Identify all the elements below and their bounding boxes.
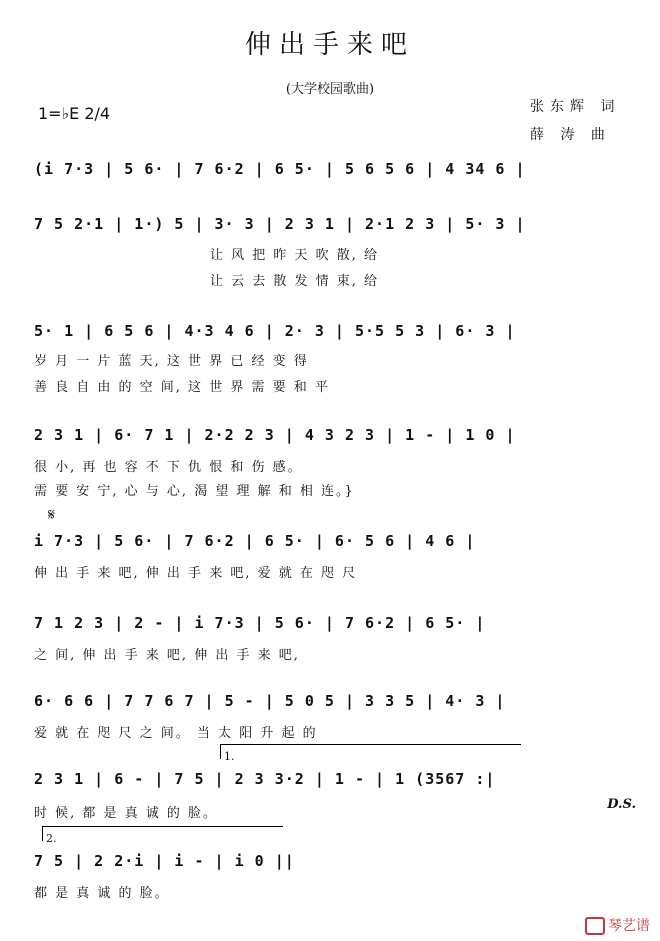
staff-line-7: 6· 6 6 | 7 7 6 7 | 5 - | 5 0 5 | 3 3 5 | 4· 3 | [34, 692, 506, 710]
volta-label-1: 1. [224, 750, 235, 763]
lyric-line-3: 岁 月 一 片 蓝 天, 这 世 界 已 经 变 得 [34, 354, 309, 369]
key-signature: 1=♭E 2/4 [38, 104, 111, 123]
watermark-logo [585, 915, 650, 935]
volta-bracket-2 [42, 826, 283, 845]
staff-line-3: 5· 1 | 6 5 6 | 4·3 4 6 | 2· 3 | 5·5 5 3 | 6· 3 | [34, 322, 516, 340]
lyric-line-6: 需 要 安 宁, 心 与 心, 渴 望 理 解 和 相 连。} [34, 484, 355, 499]
staff-line-8: 2 3 1 | 6 - | 7 5 | 2 3 3·2 | 1 - | 1 (3567 :| [34, 770, 496, 788]
dal-segno-mark: D.S. [607, 797, 636, 812]
segno-sign: 𝄋 [48, 505, 55, 524]
lyric-line-5: 很 小, 再 也 容 不 下 仇 恨 和 伤 感。 [34, 460, 303, 475]
staff-line-9: 7 5 | 2 2·i | i - | i 0 || [34, 852, 295, 870]
logo-icon [585, 917, 605, 935]
lyric-line-2: 让 云 去 散 发 情 束, 给 [210, 274, 380, 289]
staff-line-2: 7 5 2·1 | 1·) 5 | 3· 3 | 2 3 1 | 2·1 2 3 | 5· 3 | [34, 215, 526, 233]
staff-line-6: 7 1 2 3 | 2 - | i 7·3 | 5 6· | 7 6·2 | 6 5· | [34, 614, 486, 632]
lyricist-credit: 张东辉 词 [530, 99, 621, 115]
lyric-line-10: 时 候, 都 是 真 诚 的 脸。 [34, 806, 219, 821]
lyric-line-11: 都 是 真 诚 的 脸。 [34, 886, 170, 901]
volta-label-2: 2. [46, 832, 57, 845]
lyric-line-9: 爱 就 在 咫 尺 之 间。 当 太 阳 升 起 的 [34, 726, 318, 741]
lyric-line-8: 之 间, 伸 出 手 来 吧, 伸 出 手 来 吧, [34, 648, 300, 663]
staff-line-1: (i 7·3 | 5 6· | 7 6·2 | 6 5· | 5 6 5 6 | 4 34 6 | [34, 160, 526, 178]
staff-line-5: i 7·3 | 5 6· | 7 6·2 | 6 5· | 6· 5 6 | 4 6 | [34, 532, 476, 550]
lyric-line-1: 让 风 把 昨 天 吹 散, 给 [210, 248, 380, 263]
song-subtitle: (大学校园歌曲) [285, 82, 375, 97]
lyric-line-4: 善 良 自 由 的 空 间, 这 世 界 需 要 和 平 [34, 380, 330, 395]
song-title: 伸出手来吧 [244, 30, 415, 60]
composer-credit: 薛 涛 曲 [530, 127, 611, 143]
staff-line-4: 2 3 1 | 6· 7 1 | 2·2 2 3 | 4 3 2 3 | 1 - | 1 0 | [34, 426, 516, 444]
lyric-line-7: 伸 出 手 来 吧, 伸 出 手 来 吧, 爱 就 在 咫 尺 [34, 566, 358, 581]
watermark-text: 琴艺谱 [608, 918, 650, 934]
volta-bracket-1 [220, 744, 521, 763]
